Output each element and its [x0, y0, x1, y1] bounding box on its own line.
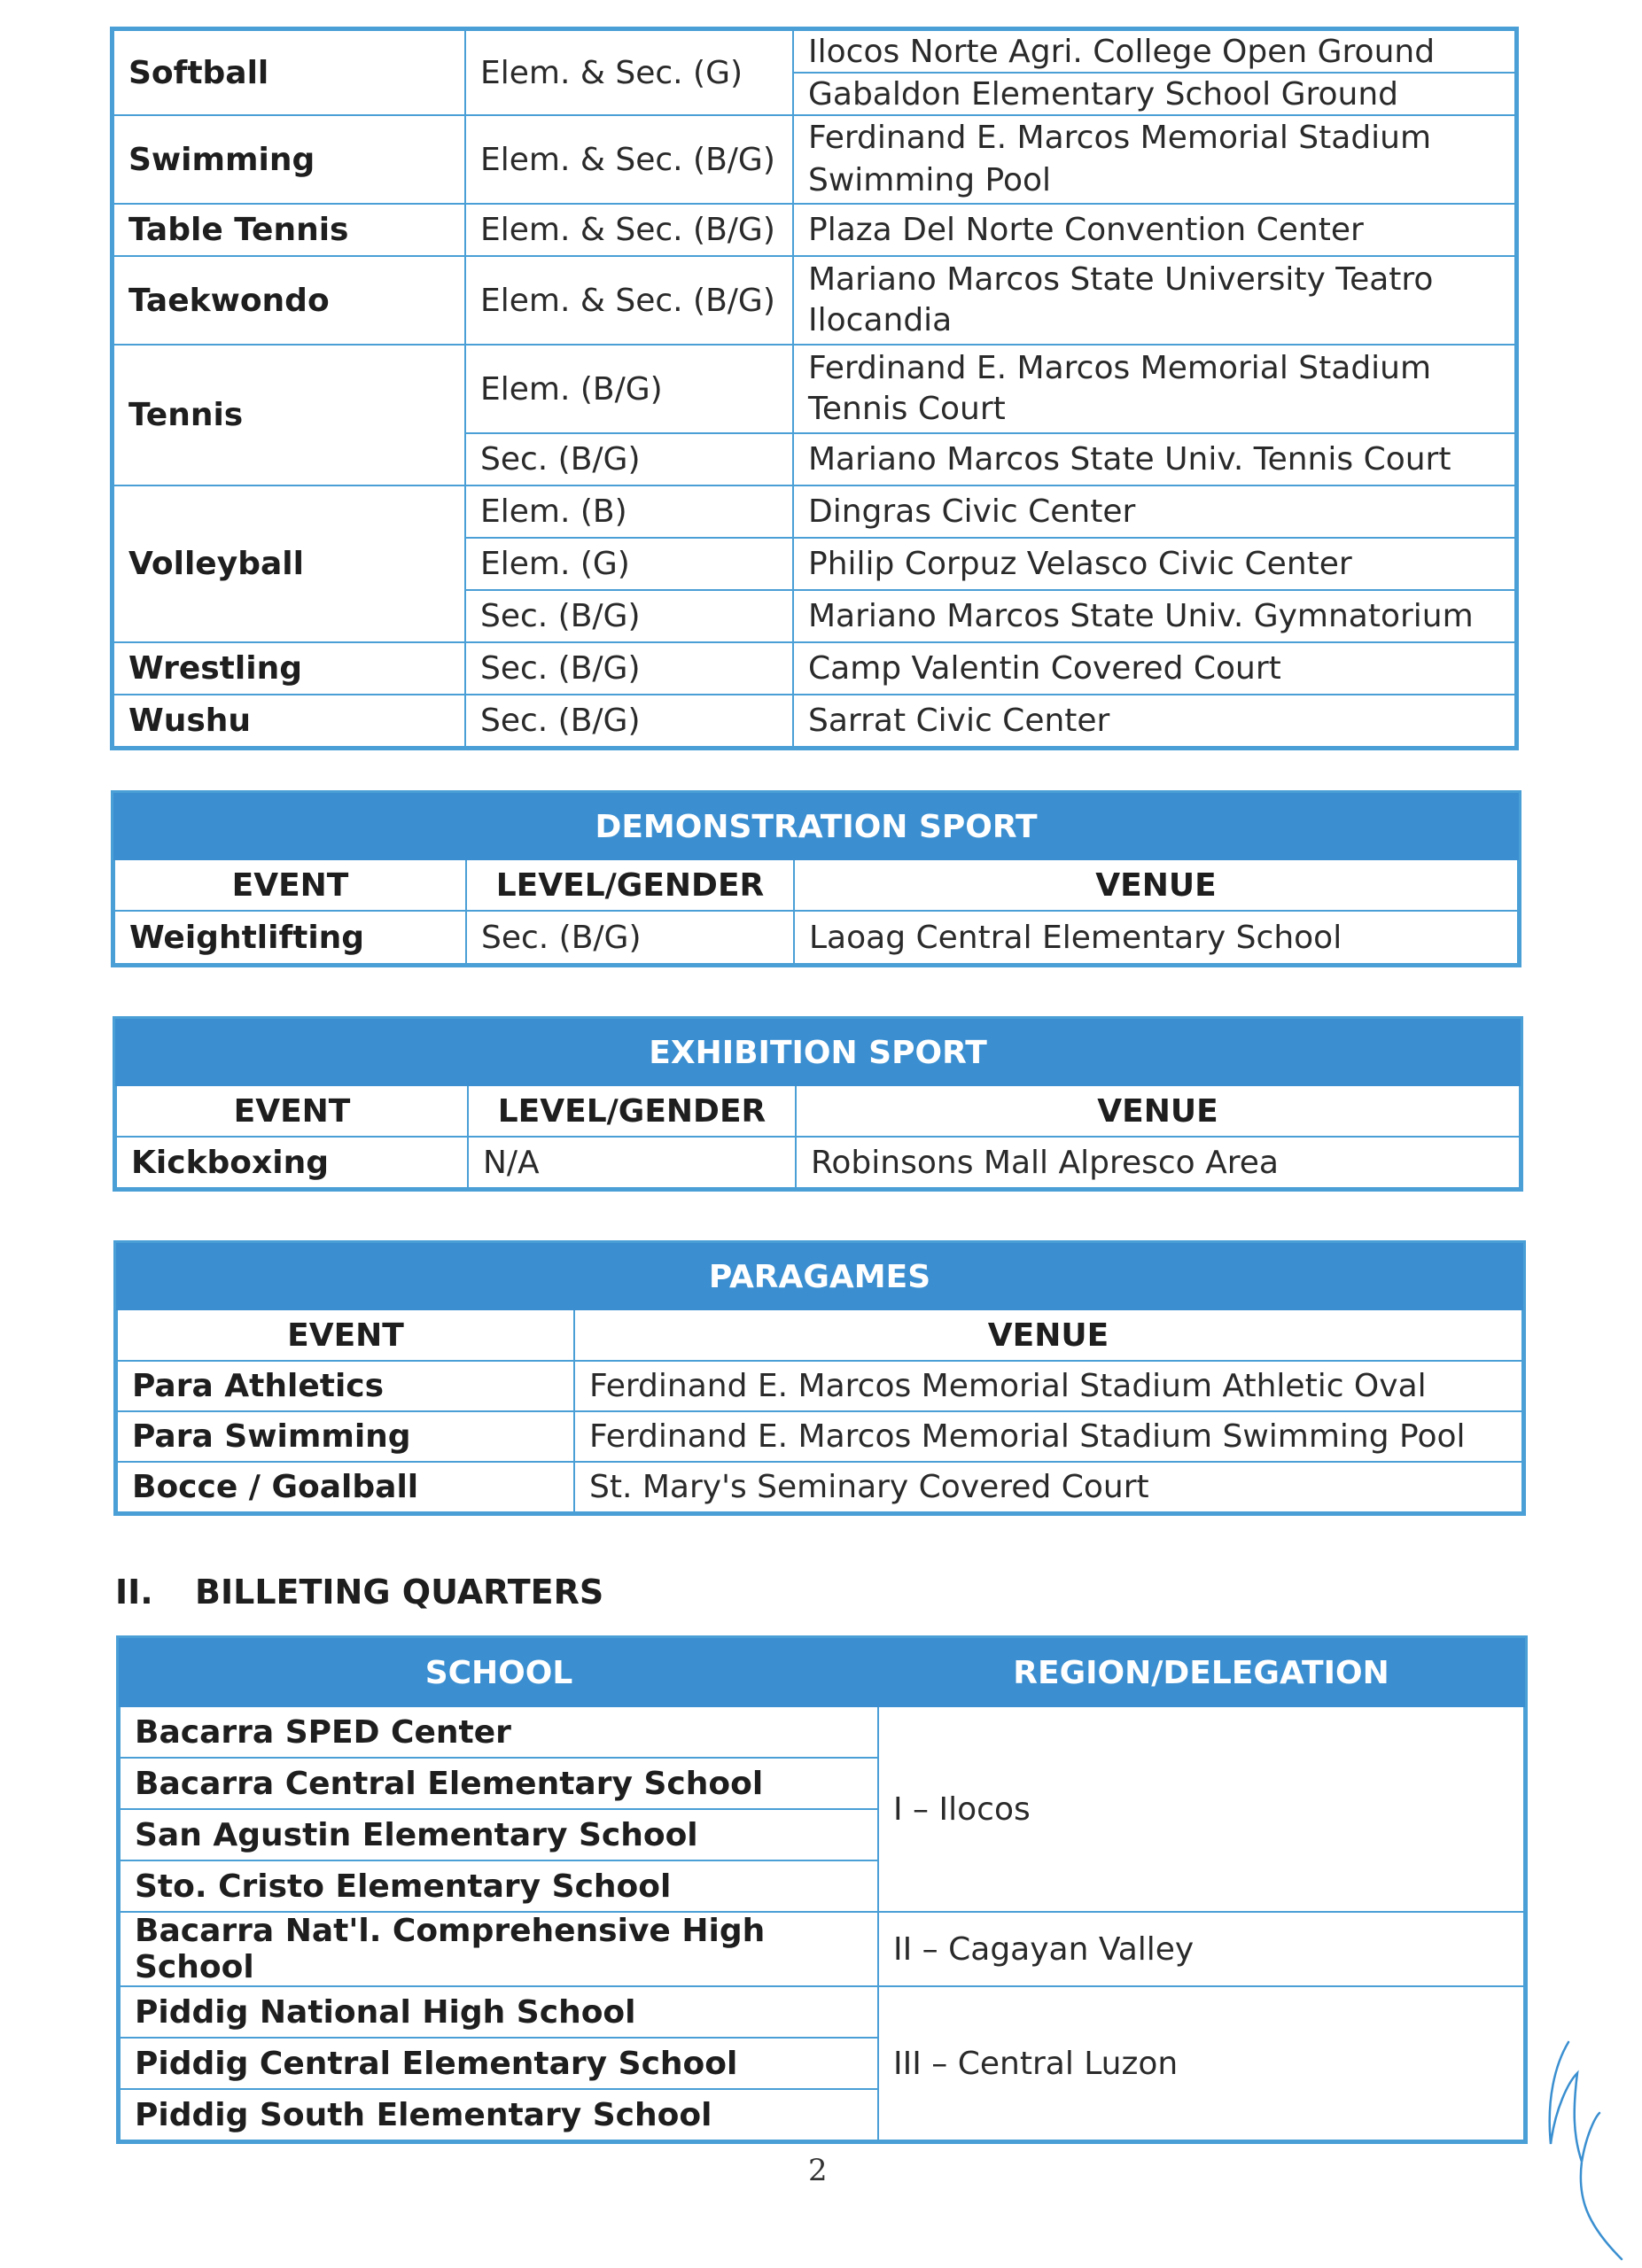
venue-cell: Philip Corpuz Velasco Civic Center: [793, 538, 1515, 590]
venue-cell: Sarrat Civic Center: [793, 695, 1515, 747]
event-cell: Para Swimming: [117, 1411, 574, 1462]
venue-cell: Ferdinand E. Marcos Memorial Stadium Swimming Pool: [574, 1411, 1522, 1462]
event-cell: Volleyball: [113, 485, 465, 642]
billeting-table: [119, 1638, 1525, 2141]
region-cell: II – Cagayan Valley: [878, 1912, 1524, 1986]
sports-venue-table: [113, 29, 1516, 748]
level-cell: Elem. (B): [465, 485, 793, 538]
column-header: EVENT: [116, 1085, 468, 1137]
level-cell: Elem. (G): [465, 538, 793, 590]
column-header: VENUE: [796, 1085, 1520, 1137]
venue-cell: Camp Valentin Covered Court: [793, 642, 1515, 695]
school-cell: Sto. Cristo Elementary School: [120, 1860, 878, 1912]
page-number: 2: [808, 2153, 828, 2188]
venue-cell: Plaza Del Norte Convention Center: [793, 204, 1515, 256]
school-cell: San Agustin Elementary School: [120, 1809, 878, 1860]
demonstration-sport-table: [113, 793, 1519, 965]
section-number: II.: [115, 1573, 153, 1612]
table-row: [120, 1706, 1524, 1758]
table-title: DEMONSTRATION SPORT: [114, 794, 1518, 859]
event-cell: Taekwondo: [113, 256, 465, 345]
school-cell: Piddig South Elementary School: [120, 2089, 878, 2140]
section-heading: [115, 1573, 603, 1612]
venue-cell: Ferdinand E. Marcos Memorial Stadium Swimming Pool: [793, 115, 1515, 204]
event-cell: Weightlifting: [114, 911, 466, 964]
table-row: [114, 911, 1518, 964]
table-row: [117, 1361, 1522, 1411]
level-cell: Elem. & Sec. (B/G): [465, 204, 793, 256]
column-header: LEVEL/GENDER: [468, 1085, 796, 1137]
event-cell: Tennis: [113, 345, 465, 485]
venue-cell: Gabaldon Elementary School Ground: [793, 73, 1515, 115]
column-header: LEVEL/GENDER: [466, 859, 794, 911]
venue-cell: Mariano Marcos State Univ. Gymnatorium: [793, 590, 1515, 642]
table-row: [116, 1137, 1520, 1188]
event-cell: Kickboxing: [116, 1137, 468, 1188]
level-cell: Elem. & Sec. (B/G): [465, 115, 793, 204]
table-row: [120, 1986, 1524, 2038]
column-header: SCHOOL: [120, 1639, 878, 1706]
school-cell: Piddig Central Elementary School: [120, 2038, 878, 2089]
table-row: [113, 485, 1515, 538]
table-row: [113, 30, 1515, 73]
level-cell: Sec. (B/G): [465, 695, 793, 747]
table-row: [113, 256, 1515, 345]
table-row: [117, 1462, 1522, 1512]
venue-cell: Ilocos Norte Agri. College Open Ground: [793, 30, 1515, 73]
column-header: EVENT: [114, 859, 466, 911]
level-cell: Sec. (B/G): [465, 433, 793, 485]
school-cell: Bacarra Nat'l. Comprehensive High School: [120, 1912, 878, 1986]
table-title: EXHIBITION SPORT: [116, 1020, 1520, 1085]
level-cell: Elem. & Sec. (G): [465, 30, 793, 115]
paragames-table: [116, 1243, 1523, 1513]
school-cell: Bacarra Central Elementary School: [120, 1758, 878, 1809]
event-cell: Wrestling: [113, 642, 465, 695]
level-cell: Elem. (B/G): [465, 345, 793, 433]
venue-cell: Ferdinand E. Marcos Memorial Stadium Tennis Court: [793, 345, 1515, 433]
venue-cell: Robinsons Mall Alpresco Area: [796, 1137, 1520, 1188]
exhibition-sport-table: [115, 1019, 1521, 1189]
event-cell: Table Tennis: [113, 204, 465, 256]
venue-cell: Laoag Central Elementary School: [794, 911, 1518, 964]
table-row: [113, 642, 1515, 695]
level-cell: N/A: [468, 1137, 796, 1188]
table-row: [120, 1912, 1524, 1986]
table-row: [113, 345, 1515, 433]
venue-cell: Dingras Civic Center: [793, 485, 1515, 538]
level-cell: Sec. (B/G): [465, 590, 793, 642]
signature-mark: [1533, 2029, 1630, 2268]
section-title: BILLETING QUARTERS: [195, 1573, 604, 1612]
table-row: [117, 1411, 1522, 1462]
table-row: [113, 204, 1515, 256]
event-cell: Para Athletics: [117, 1361, 574, 1411]
column-header: REGION/DELEGATION: [878, 1639, 1524, 1706]
column-header: VENUE: [794, 859, 1518, 911]
event-cell: Swimming: [113, 115, 465, 204]
region-cell: III – Central Luzon: [878, 1986, 1524, 2140]
table-title: PARAGAMES: [117, 1244, 1522, 1309]
school-cell: Piddig National High School: [120, 1986, 878, 2038]
level-cell: Elem. & Sec. (B/G): [465, 256, 793, 345]
event-cell: Wushu: [113, 695, 465, 747]
table-row: [113, 115, 1515, 204]
venue-cell: Mariano Marcos State Univ. Tennis Court: [793, 433, 1515, 485]
school-cell: Bacarra SPED Center: [120, 1706, 878, 1758]
region-cell: I – Ilocos: [878, 1706, 1524, 1912]
table-row: [113, 695, 1515, 747]
column-header: VENUE: [574, 1309, 1522, 1361]
venue-cell: Mariano Marcos State University Teatro Ilocandia: [793, 256, 1515, 345]
level-cell: Sec. (B/G): [466, 911, 794, 964]
level-cell: Sec. (B/G): [465, 642, 793, 695]
column-header: EVENT: [117, 1309, 574, 1361]
venue-cell: St. Mary's Seminary Covered Court: [574, 1462, 1522, 1512]
event-cell: Softball: [113, 30, 465, 115]
event-cell: Bocce / Goalball: [117, 1462, 574, 1512]
venue-cell: Ferdinand E. Marcos Memorial Stadium Athletic Oval: [574, 1361, 1522, 1411]
